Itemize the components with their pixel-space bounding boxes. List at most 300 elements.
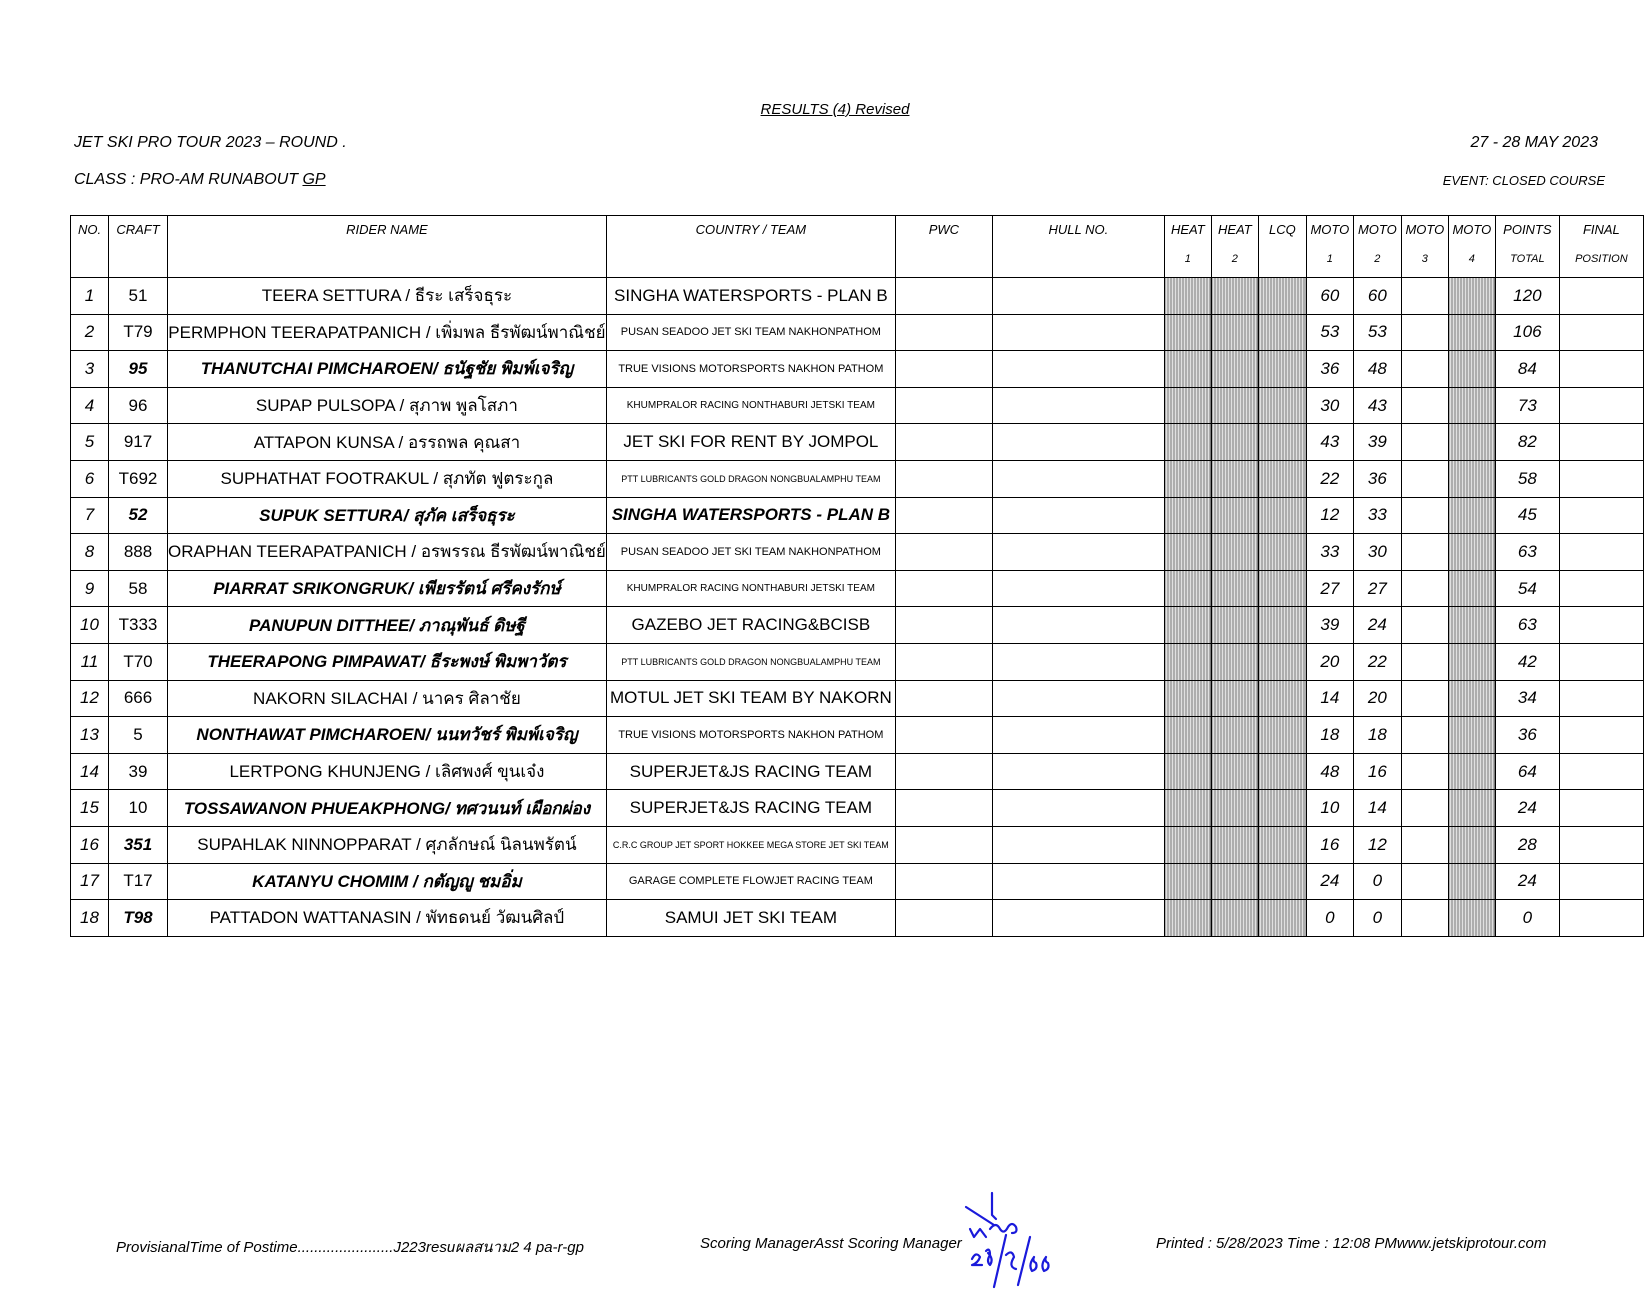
final-position-cell — [1559, 460, 1643, 497]
lcq-cell-shaded — [1258, 278, 1306, 315]
moto1-cell: 22 — [1306, 460, 1353, 497]
rider-name-cell: TOSSAWANON PHUEAKPHONG/ ทศวนนท์ เผือกผ่อง — [168, 790, 607, 827]
hull-no-cell — [992, 790, 1164, 827]
lcq-cell-shaded — [1258, 680, 1306, 717]
moto2-cell: 27 — [1353, 570, 1401, 607]
craft-cell: 52 — [109, 497, 168, 534]
moto1-cell: 53 — [1306, 314, 1353, 351]
final-position-cell — [1559, 643, 1643, 680]
moto4-cell-shaded — [1448, 534, 1495, 571]
moto1-cell: 16 — [1306, 826, 1353, 863]
craft-cell: 917 — [109, 424, 168, 461]
moto3-cell — [1401, 790, 1448, 827]
col-heat2: HEAT 2 — [1211, 216, 1258, 278]
final-position-cell — [1559, 314, 1643, 351]
pwc-cell — [895, 460, 992, 497]
hull-no-cell — [992, 497, 1164, 534]
table-row — [71, 643, 1644, 680]
team-cell: SUPERJET&JS RACING TEAM — [606, 790, 895, 827]
pwc-cell — [895, 387, 992, 424]
rider-name-cell: NAKORN SILACHAI / นาคร ศิลาชัย — [168, 680, 607, 717]
footer-printed: Printed : 5/28/2023 Time : 12:08 PMwww.jetskiprotour.com — [1156, 1235, 1547, 1252]
hull-no-cell — [992, 643, 1164, 680]
moto1-cell: 39 — [1306, 607, 1353, 644]
position-no-cell: 5 — [71, 424, 109, 461]
lcq-cell-shaded — [1258, 534, 1306, 571]
craft-cell: T333 — [109, 607, 168, 644]
final-position-cell — [1559, 387, 1643, 424]
moto4-cell-shaded — [1448, 790, 1495, 827]
rider-name-cell: PANUPUN DITTHEE/ ภาณุพันธ์ ดิษฐี — [168, 607, 607, 644]
heat1-cell-shaded — [1164, 534, 1211, 571]
heat2-cell-shaded — [1211, 607, 1258, 644]
team-cell: MOTUL JET SKI TEAM BY NAKORN — [606, 680, 895, 717]
heat1-cell-shaded — [1164, 717, 1211, 754]
position-no-cell: 4 — [71, 387, 109, 424]
points-total-cell: 120 — [1495, 278, 1559, 315]
table-row — [71, 753, 1644, 790]
position-no-cell: 8 — [71, 534, 109, 571]
hull-no-cell — [992, 826, 1164, 863]
table-row — [71, 314, 1644, 351]
moto3-cell — [1401, 717, 1448, 754]
moto2-cell: 14 — [1353, 790, 1401, 827]
final-position-cell — [1559, 900, 1643, 937]
moto2-cell: 16 — [1353, 753, 1401, 790]
points-total-cell: 42 — [1495, 643, 1559, 680]
heat1-cell-shaded — [1164, 351, 1211, 388]
points-total-cell: 0 — [1495, 900, 1559, 937]
points-total-cell: 106 — [1495, 314, 1559, 351]
hull-no-cell — [992, 314, 1164, 351]
moto1-cell: 60 — [1306, 278, 1353, 315]
final-position-cell — [1559, 790, 1643, 827]
lcq-cell-shaded — [1258, 314, 1306, 351]
moto3-cell — [1401, 497, 1448, 534]
position-no-cell: 9 — [71, 570, 109, 607]
table-row — [71, 424, 1644, 461]
team-cell: TRUE VISIONS MOTORSPORTS NAKHON PATHOM — [606, 351, 895, 388]
col-moto4: MOTO 4 — [1448, 216, 1495, 278]
moto4-cell-shaded — [1448, 717, 1495, 754]
pwc-cell — [895, 351, 992, 388]
table-row — [71, 351, 1644, 388]
moto4-cell-shaded — [1448, 314, 1495, 351]
footer-provisional: ProvisianalTime of Postime.......................J223resuผลสนาม2 4 pa-r-gp — [116, 1239, 584, 1256]
rider-name-cell: PATTADON WATTANASIN / พัทธดนย์ วัฒนศิลป์ — [168, 900, 607, 937]
hull-no-cell — [992, 387, 1164, 424]
event-type: EVENT: CLOSED COURSE — [1442, 173, 1605, 188]
rider-name-cell: PERMPHON TEERAPATPANICH / เพิ่มพล ธีรพัฒน์พาณิชย์ — [168, 314, 607, 351]
rider-name-cell: SUPAHLAK NINNOPPARAT / ศุภลักษณ์ นิลนพรัตน์ — [168, 826, 607, 863]
team-cell: KHUMPRALOR RACING NONTHABURI JETSKI TEAM — [606, 387, 895, 424]
team-cell: PTT LUBRICANTS GOLD DRAGON NONGBUALAMPHU TEAM — [606, 460, 895, 497]
pwc-cell — [895, 643, 992, 680]
moto4-cell-shaded — [1448, 460, 1495, 497]
moto1-cell: 10 — [1306, 790, 1353, 827]
heat1-cell-shaded — [1164, 570, 1211, 607]
moto4-cell-shaded — [1448, 424, 1495, 461]
heat1-cell-shaded — [1164, 460, 1211, 497]
final-position-cell — [1559, 753, 1643, 790]
event-dates: 27 - 28 MAY 2023 — [1470, 134, 1598, 151]
moto3-cell — [1401, 643, 1448, 680]
lcq-cell-shaded — [1258, 643, 1306, 680]
heat1-cell-shaded — [1164, 900, 1211, 937]
pwc-cell — [895, 314, 992, 351]
craft-cell: 10 — [109, 790, 168, 827]
points-total-cell: 58 — [1495, 460, 1559, 497]
moto4-cell-shaded — [1448, 387, 1495, 424]
col-pwc: PWC — [895, 216, 992, 278]
pwc-cell — [895, 790, 992, 827]
craft-cell: T692 — [109, 460, 168, 497]
col-points-total: POINTS TOTAL — [1495, 216, 1559, 278]
hull-no-cell — [992, 900, 1164, 937]
moto1-cell: 24 — [1306, 863, 1353, 900]
rider-name-cell: PIARRAT SRIKONGRUK/ เพียรรัตน์ ศรีคงรักษ์ — [168, 570, 607, 607]
handwritten-signature — [960, 1185, 1070, 1290]
position-no-cell: 10 — [71, 607, 109, 644]
final-position-cell — [1559, 863, 1643, 900]
points-total-cell: 28 — [1495, 826, 1559, 863]
hull-no-cell — [992, 863, 1164, 900]
heat2-cell-shaded — [1211, 460, 1258, 497]
points-total-cell: 54 — [1495, 570, 1559, 607]
position-no-cell: 6 — [71, 460, 109, 497]
team-cell: C.R.C GROUP JET SPORT HOKKEE MEGA STORE JET SKI TEAM — [606, 826, 895, 863]
points-total-cell: 82 — [1495, 424, 1559, 461]
moto2-cell: 39 — [1353, 424, 1401, 461]
moto2-cell: 0 — [1353, 863, 1401, 900]
craft-cell: 95 — [109, 351, 168, 388]
points-total-cell: 84 — [1495, 351, 1559, 388]
table-row — [71, 570, 1644, 607]
moto2-cell: 43 — [1353, 387, 1401, 424]
team-cell: PUSAN SEADOO JET SKI TEAM NAKHONPATHOM — [606, 314, 895, 351]
hull-no-cell — [992, 351, 1164, 388]
pwc-cell — [895, 826, 992, 863]
pwc-cell — [895, 753, 992, 790]
col-craft: CRAFT — [109, 216, 168, 278]
moto4-cell-shaded — [1448, 863, 1495, 900]
heat1-cell-shaded — [1164, 497, 1211, 534]
points-total-cell: 64 — [1495, 753, 1559, 790]
craft-cell: 888 — [109, 534, 168, 571]
final-position-cell — [1559, 826, 1643, 863]
heat1-cell-shaded — [1164, 790, 1211, 827]
hull-no-cell — [992, 278, 1164, 315]
craft-cell: T79 — [109, 314, 168, 351]
lcq-cell-shaded — [1258, 424, 1306, 461]
points-total-cell: 36 — [1495, 717, 1559, 754]
team-cell: TRUE VISIONS MOTORSPORTS NAKHON PATHOM — [606, 717, 895, 754]
moto1-cell: 14 — [1306, 680, 1353, 717]
final-position-cell — [1559, 497, 1643, 534]
position-no-cell: 1 — [71, 278, 109, 315]
rider-name-cell: SUPAP PULSOPA / สุภาพ พูลโสภา — [168, 387, 607, 424]
moto4-cell-shaded — [1448, 643, 1495, 680]
table-row — [71, 863, 1644, 900]
moto1-cell: 27 — [1306, 570, 1353, 607]
moto3-cell — [1401, 680, 1448, 717]
moto2-cell: 0 — [1353, 900, 1401, 937]
rider-name-cell: KATANYU CHOMIM / กตัญญู ชมอิ่ม — [168, 863, 607, 900]
heat2-cell-shaded — [1211, 351, 1258, 388]
pwc-cell — [895, 424, 992, 461]
position-no-cell: 17 — [71, 863, 109, 900]
footer-scoring-manager: Scoring ManagerAsst Scoring Manager — [700, 1235, 962, 1252]
craft-cell: 96 — [109, 387, 168, 424]
col-rider: RIDER NAME — [168, 216, 607, 278]
rider-name-cell: THANUTCHAI PIMCHAROEN/ ธนัฐชัย พิมพ์เจริญ — [168, 351, 607, 388]
position-no-cell: 14 — [71, 753, 109, 790]
craft-cell: 351 — [109, 826, 168, 863]
craft-cell: T17 — [109, 863, 168, 900]
heat1-cell-shaded — [1164, 643, 1211, 680]
heat1-cell-shaded — [1164, 863, 1211, 900]
moto3-cell — [1401, 570, 1448, 607]
col-moto1: MOTO 1 — [1306, 216, 1353, 278]
hull-no-cell — [992, 460, 1164, 497]
moto1-cell: 48 — [1306, 753, 1353, 790]
craft-cell: 51 — [109, 278, 168, 315]
craft-cell: 58 — [109, 570, 168, 607]
heat2-cell-shaded — [1211, 900, 1258, 937]
heat2-cell-shaded — [1211, 717, 1258, 754]
heat2-cell-shaded — [1211, 534, 1258, 571]
heat2-cell-shaded — [1211, 278, 1258, 315]
heat1-cell-shaded — [1164, 387, 1211, 424]
table-row — [71, 826, 1644, 863]
moto2-cell: 22 — [1353, 643, 1401, 680]
heat1-cell-shaded — [1164, 424, 1211, 461]
hull-no-cell — [992, 753, 1164, 790]
col-hull: HULL NO. — [992, 216, 1164, 278]
points-total-cell: 45 — [1495, 497, 1559, 534]
moto4-cell-shaded — [1448, 351, 1495, 388]
heat1-cell-shaded — [1164, 826, 1211, 863]
moto2-cell: 36 — [1353, 460, 1401, 497]
craft-cell: T98 — [109, 900, 168, 937]
position-no-cell: 7 — [71, 497, 109, 534]
col-moto2: MOTO 2 — [1353, 216, 1401, 278]
points-total-cell: 63 — [1495, 607, 1559, 644]
lcq-cell-shaded — [1258, 387, 1306, 424]
pwc-cell — [895, 497, 992, 534]
lcq-cell-shaded — [1258, 790, 1306, 827]
heat2-cell-shaded — [1211, 314, 1258, 351]
moto3-cell — [1401, 826, 1448, 863]
moto1-cell: 33 — [1306, 534, 1353, 571]
moto4-cell-shaded — [1448, 826, 1495, 863]
heat1-cell-shaded — [1164, 607, 1211, 644]
hull-no-cell — [992, 570, 1164, 607]
position-no-cell: 11 — [71, 643, 109, 680]
team-cell: JET SKI FOR RENT BY JOMPOL — [606, 424, 895, 461]
moto2-cell: 20 — [1353, 680, 1401, 717]
moto4-cell-shaded — [1448, 900, 1495, 937]
heat2-cell-shaded — [1211, 424, 1258, 461]
moto2-cell: 18 — [1353, 717, 1401, 754]
heat2-cell-shaded — [1211, 387, 1258, 424]
moto3-cell — [1401, 607, 1448, 644]
pwc-cell — [895, 680, 992, 717]
rider-name-cell: THEERAPONG PIMPAWAT/ ธีระพงษ์ พิมพาวัตร — [168, 643, 607, 680]
lcq-cell-shaded — [1258, 351, 1306, 388]
position-no-cell: 12 — [71, 680, 109, 717]
heat2-cell-shaded — [1211, 790, 1258, 827]
heat1-cell-shaded — [1164, 314, 1211, 351]
moto2-cell: 53 — [1353, 314, 1401, 351]
rider-name-cell: NONTHAWAT PIMCHAROEN/ นนทวัชร์ พิมพ์เจริญ — [168, 717, 607, 754]
rider-name-cell: SUPUK SETTURA/ สุภัค เสร็จธุระ — [168, 497, 607, 534]
team-cell: KHUMPRALOR RACING NONTHABURI JETSKI TEAM — [606, 570, 895, 607]
moto4-cell-shaded — [1448, 680, 1495, 717]
final-position-cell — [1559, 351, 1643, 388]
heat1-cell-shaded — [1164, 278, 1211, 315]
moto4-cell-shaded — [1448, 278, 1495, 315]
moto3-cell — [1401, 314, 1448, 351]
team-cell: PTT LUBRICANTS GOLD DRAGON NONGBUALAMPHU TEAM — [606, 643, 895, 680]
table-row — [71, 790, 1644, 827]
results-title: RESULTS (4) Revised — [760, 101, 910, 118]
col-final-position: FINAL POSITION — [1559, 216, 1643, 278]
position-no-cell: 15 — [71, 790, 109, 827]
moto3-cell — [1401, 460, 1448, 497]
header-row — [71, 216, 1644, 278]
final-position-cell — [1559, 424, 1643, 461]
moto1-cell: 43 — [1306, 424, 1353, 461]
col-team: COUNTRY / TEAM — [606, 216, 895, 278]
table-row — [71, 900, 1644, 937]
rider-name-cell: ORAPHAN TEERAPATPANICH / อรพรรณ ธีรพัฒน์พาณิชย์ — [168, 534, 607, 571]
position-no-cell: 2 — [71, 314, 109, 351]
heat2-cell-shaded — [1211, 753, 1258, 790]
table-row — [71, 534, 1644, 571]
points-total-cell: 24 — [1495, 790, 1559, 827]
hull-no-cell — [992, 607, 1164, 644]
moto1-cell: 30 — [1306, 387, 1353, 424]
team-cell: SINGHA WATERSPORTS - PLAN B — [606, 278, 895, 315]
pwc-cell — [895, 570, 992, 607]
moto3-cell — [1401, 351, 1448, 388]
moto2-cell: 60 — [1353, 278, 1401, 315]
rider-name-cell: ATTAPON KUNSA / อรรถพล คุณสา — [168, 424, 607, 461]
pwc-cell — [895, 717, 992, 754]
pwc-cell — [895, 534, 992, 571]
craft-cell: 666 — [109, 680, 168, 717]
heat1-cell-shaded — [1164, 753, 1211, 790]
points-total-cell: 34 — [1495, 680, 1559, 717]
lcq-cell-shaded — [1258, 607, 1306, 644]
table-row — [71, 717, 1644, 754]
moto1-cell: 12 — [1306, 497, 1353, 534]
moto4-cell-shaded — [1448, 497, 1495, 534]
moto4-cell-shaded — [1448, 607, 1495, 644]
col-moto3: MOTO 3 — [1401, 216, 1448, 278]
lcq-cell-shaded — [1258, 460, 1306, 497]
table-row — [71, 680, 1644, 717]
moto3-cell — [1401, 278, 1448, 315]
final-position-cell — [1559, 680, 1643, 717]
hull-no-cell — [992, 680, 1164, 717]
moto3-cell — [1401, 863, 1448, 900]
table-row — [71, 387, 1644, 424]
moto3-cell — [1401, 387, 1448, 424]
results-table — [70, 215, 1644, 937]
craft-cell: 39 — [109, 753, 168, 790]
pwc-cell — [895, 863, 992, 900]
moto3-cell — [1401, 900, 1448, 937]
class-line — [74, 171, 326, 189]
craft-cell: 5 — [109, 717, 168, 754]
rider-name-cell: LERTPONG KHUNJENG / เลิศพงศ์ ขุนเจ๋ง — [168, 753, 607, 790]
moto2-cell: 24 — [1353, 607, 1401, 644]
heat2-cell-shaded — [1211, 826, 1258, 863]
rider-name-cell: SUPHATHAT FOOTRAKUL / สุภทัต ฟูตระกูล — [168, 460, 607, 497]
moto3-cell — [1401, 534, 1448, 571]
points-total-cell: 63 — [1495, 534, 1559, 571]
position-no-cell: 3 — [71, 351, 109, 388]
heat2-cell-shaded — [1211, 570, 1258, 607]
lcq-cell-shaded — [1258, 497, 1306, 534]
craft-cell: T70 — [109, 643, 168, 680]
pwc-cell — [895, 900, 992, 937]
lcq-cell-shaded — [1258, 570, 1306, 607]
table-row — [71, 497, 1644, 534]
hull-no-cell — [992, 534, 1164, 571]
pwc-cell — [895, 607, 992, 644]
moto1-cell: 0 — [1306, 900, 1353, 937]
team-cell: SAMUI JET SKI TEAM — [606, 900, 895, 937]
points-total-cell: 24 — [1495, 863, 1559, 900]
moto4-cell-shaded — [1448, 570, 1495, 607]
lcq-cell-shaded — [1258, 717, 1306, 754]
final-position-cell — [1559, 278, 1643, 315]
hull-no-cell — [992, 424, 1164, 461]
moto1-cell: 36 — [1306, 351, 1353, 388]
team-cell: SUPERJET&JS RACING TEAM — [606, 753, 895, 790]
class-suffix: GP — [302, 171, 326, 188]
heat2-cell-shaded — [1211, 863, 1258, 900]
team-cell: PUSAN SEADOO JET SKI TEAM NAKHONPATHOM — [606, 534, 895, 571]
lcq-cell-shaded — [1258, 900, 1306, 937]
moto3-cell — [1401, 753, 1448, 790]
moto2-cell: 12 — [1353, 826, 1401, 863]
lcq-cell-shaded — [1258, 863, 1306, 900]
final-position-cell — [1559, 717, 1643, 754]
team-cell: SINGHA WATERSPORTS - PLAN B — [606, 497, 895, 534]
table-row — [71, 460, 1644, 497]
col-heat1: HEAT 1 — [1164, 216, 1211, 278]
moto1-cell: 20 — [1306, 643, 1353, 680]
position-no-cell: 13 — [71, 717, 109, 754]
class-prefix: CLASS : PRO-AM RUNABOUT — [74, 171, 303, 188]
tour-title: JET SKI PRO TOUR 2023 – ROUND . — [74, 134, 347, 151]
col-lcq: LCQ — [1258, 216, 1306, 278]
heat2-cell-shaded — [1211, 497, 1258, 534]
moto2-cell: 30 — [1353, 534, 1401, 571]
moto3-cell — [1401, 424, 1448, 461]
heat2-cell-shaded — [1211, 680, 1258, 717]
rider-name-cell: TEERA SETTURA / ธีระ เสร็จธุระ — [168, 278, 607, 315]
final-position-cell — [1559, 570, 1643, 607]
moto4-cell-shaded — [1448, 753, 1495, 790]
final-position-cell — [1559, 534, 1643, 571]
hull-no-cell — [992, 717, 1164, 754]
lcq-cell-shaded — [1258, 753, 1306, 790]
